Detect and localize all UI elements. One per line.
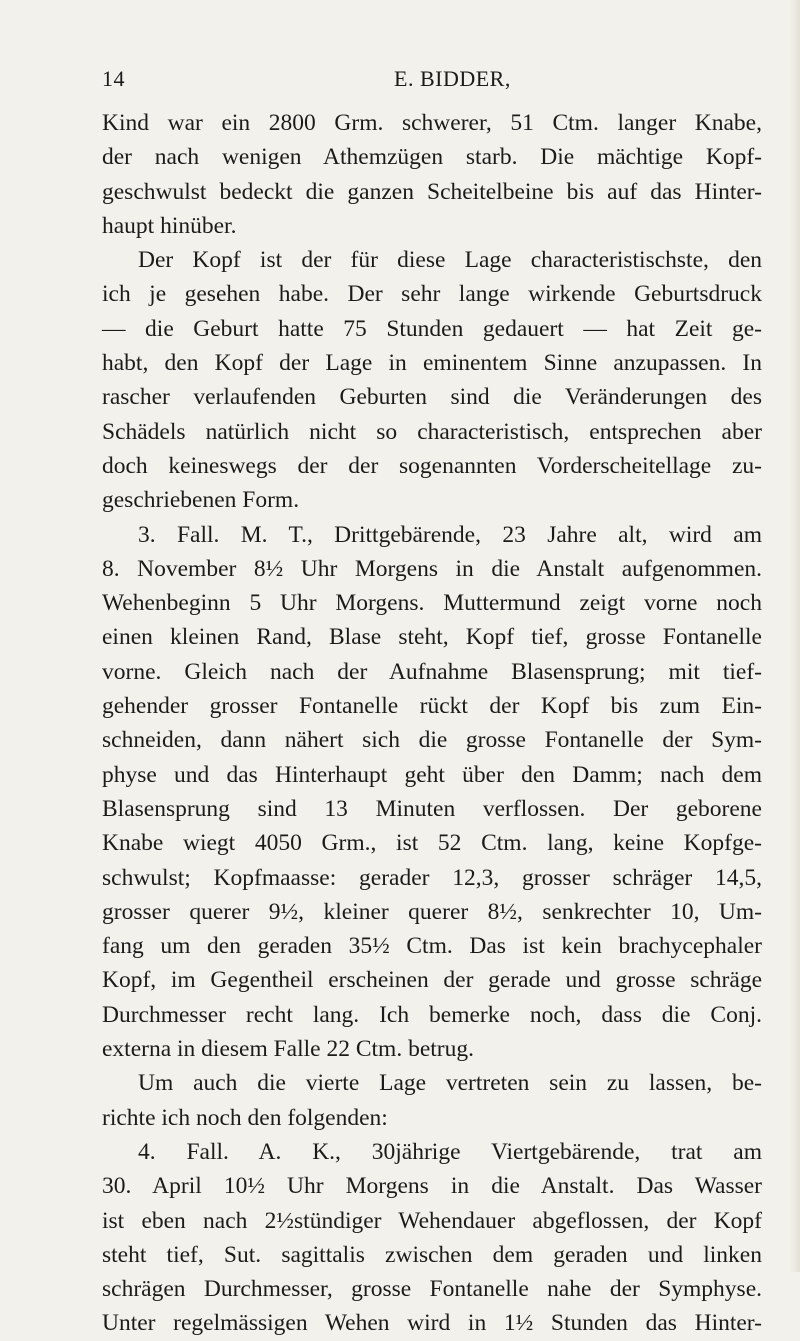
text-line: schneiden, dann nähert sich die grosse Fontanelle der Sym-	[102, 727, 762, 754]
text-line: schrägen Durchmesser, grosse Fontanelle nahe der Symphyse.	[102, 1276, 762, 1303]
text-line: 30. April 10½ Uhr Morgens in die Anstalt. Das Wasser	[102, 1173, 762, 1200]
text-line: einen kleinen Rand, Blase steht, Kopf tief, grosse Fontanelle	[102, 624, 762, 651]
text-line: externa in diesem Falle 22 Ctm. betrug.	[102, 1036, 474, 1063]
text-line: Kind war ein 2800 Grm. schwerer, 51 Ctm. langer Knabe,	[102, 110, 762, 136]
text-line: 8. November 8½ Uhr Morgens in die Anstalt aufgenommen.	[102, 555, 762, 582]
paragraph-start-line: Um auch die vierte Lage vertreten sein zu lassen, be-	[138, 1070, 762, 1097]
text-line: geschwulst bedeckt die ganzen Scheitelbeine bis auf das Hinter-	[102, 178, 762, 205]
text-line: Unter regelmässigen Wehen wird in 1½ Stunden das Hinter-	[102, 1310, 762, 1337]
text-line: gehender grosser Fontanelle rückt der Kopf bis zum Ein-	[102, 693, 762, 720]
paragraph-start-line: Der Kopf ist der für diese Lage characteristischste, den	[138, 247, 762, 274]
body-text	[102, 106, 762, 1341]
text-line: Wehenbeginn 5 Uhr Morgens. Muttermund zeigt vorne noch	[102, 590, 762, 617]
text-line: vorne. Gleich nach der Aufnahme Blasensprung; mit tief-	[102, 658, 762, 685]
text-line: richte ich noch den folgenden:	[102, 1104, 388, 1131]
text-line: steht tief, Sut. sagittalis zwischen dem geraden und linken	[102, 1241, 762, 1268]
running-head: E. BIDDER,	[394, 66, 511, 91]
page-header	[102, 66, 722, 96]
text-line: ist eben nach 2½stündiger Wehendauer abgeflossen, der Kopf	[102, 1207, 762, 1234]
text-line: haupt hinüber.	[102, 212, 237, 239]
paragraph-start-line: 3. Fall. M. T., Drittgebärende, 23 Jahre alt, wird am	[138, 521, 762, 548]
text-line: grosser querer 9½, kleiner querer 8½, senkrechter 10, Um-	[102, 898, 762, 925]
page-edge-shadow	[790, 0, 800, 1272]
text-line: Blasensprung sind 13 Minuten verflossen. Der geborene	[102, 795, 762, 822]
text-line: Knabe wiegt 4050 Grm., ist 52 Ctm. lang, keine Kopfge-	[102, 830, 762, 857]
page-number: 14	[102, 66, 125, 91]
text-line: schwulst; Kopfmaasse: gerader 12,3, grosser schräger 14,5,	[102, 864, 762, 891]
paragraph-start-line: 4. Fall. A. K., 30jährige Viertgebärende, trat am	[138, 1138, 762, 1165]
text-line: doch keineswegs der der sogenannten Vorderscheitellage zu-	[102, 452, 762, 479]
text-line: der nach wenigen Athemzügen starb. Die mächtige Kopf-	[102, 144, 762, 171]
text-line: Durchmesser recht lang. Ich bemerke noch, dass die Conj.	[102, 1001, 762, 1028]
text-line: rascher verlaufenden Geburten sind die Veränderungen des	[102, 384, 762, 411]
text-line: habt, den Kopf der Lage in eminentem Sinne anzupassen. In	[102, 350, 762, 377]
text-line: fang um den geraden 35½ Ctm. Das ist kein brachycephaler	[102, 933, 762, 960]
text-line: Schädels natürlich nicht so characteristisch, entsprechen aber	[102, 418, 762, 445]
text-line: Kopf, im Gegentheil erscheinen der gerade und grosse schräge	[102, 967, 762, 994]
text-line: physe und das Hinterhaupt geht über den Damm; nach dem	[102, 761, 762, 788]
text-line: ich je gesehen habe. Der sehr lange wirkende Geburtsdruck	[102, 281, 762, 308]
text-line: geschriebenen Form.	[102, 487, 300, 514]
text-line: — die Geburt hatte 75 Stunden gedauert — hat Zeit ge-	[102, 315, 762, 342]
